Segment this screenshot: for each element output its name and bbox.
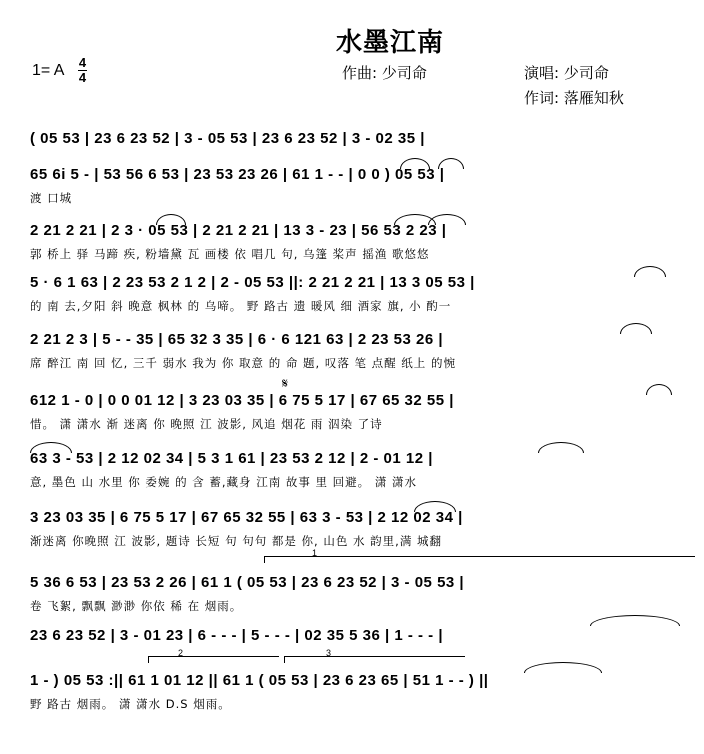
- lyrics-line: 意, 墨色 山 水里 你 委婉 的 含 蓄,藏身 江南 故事 里 回避。 潇 潇水: [30, 475, 417, 489]
- volta-bracket-3: [284, 656, 465, 663]
- notation-line: 63 3 - 53 | 2 12 02 34 | 5 3 1 61 | 23 53 2 12 | 2 - 01 12 |: [30, 450, 433, 467]
- notation-line: 5 · 6 1 63 | 2 23 53 2 1 2 | 2 - 05 53 ||: 2 21 2 21 | 13 3 05 53 |: [30, 274, 475, 291]
- lyrics-line: 席 醉江 南 回 忆, 三千 弱水 我为 你 取意 的 命 题, 叹落 笔 点醒 纸上 的惋: [30, 356, 456, 370]
- lyricist-label: 作词:: [524, 89, 560, 107]
- volta-number: 3: [326, 648, 332, 658]
- meter-top: 4: [78, 55, 87, 70]
- singer-credit: [524, 62, 609, 83]
- volta-bracket-1: [264, 556, 695, 563]
- lyricist-name: 落雁知秋: [563, 89, 624, 107]
- volta-number: 2: [178, 648, 184, 658]
- tie-mark: [414, 501, 456, 512]
- composer-label: 作曲:: [342, 64, 378, 82]
- tie-mark: [646, 384, 672, 395]
- time-signature: [78, 57, 87, 84]
- tie-mark: [428, 214, 466, 225]
- notation-line: ( 05 53 | 23 6 23 52 | 3 - 05 53 | 23 6 23 52 | 3 - 02 35 |: [30, 130, 425, 147]
- lyrics-line: 惜。 潇 潇水 渐 迷离 你 晚照 江 波影, 风追 烟花 雨 泅染 了诗: [30, 417, 383, 431]
- notation-line: 65 6i 5 - | 53 56 6 53 | 23 53 23 26 | 61 1 - - | 0 0 ) 05 53 |: [30, 166, 445, 183]
- tie-mark: [590, 615, 680, 626]
- tie-mark: [620, 323, 652, 334]
- page-title: 水墨江南: [335, 28, 444, 58]
- tie-mark: [538, 442, 584, 453]
- volta-number: 1: [312, 548, 318, 558]
- notation-line: 612 1 - 0 | 0 0 01 12 | 3 23 03 35 | 6 75 5 17 | 67 65 32 55 |: [30, 392, 454, 409]
- lyricist-credit: [524, 87, 624, 108]
- notation-line: 5 36 6 53 | 23 53 2 26 | 61 1 ( 05 53 | 23 6 23 52 | 3 - 05 53 |: [30, 574, 465, 591]
- notation-line: 1 - ) 05 53 :|| 61 1 01 12 || 61 1 ( 05 53 | 23 6 23 65 | 51 1 - - ) ||: [30, 672, 489, 689]
- tie-mark: [156, 214, 186, 225]
- notation-line: 2 21 2 21 | 2 3 · 05 53 | 2 21 2 21 | 13 3 - 23 | 56 53 2 23 |: [30, 222, 447, 239]
- tie-mark: [634, 266, 666, 277]
- lyrics-line: 卷 飞絮, 飘飘 渺渺 你依 稀 在 烟雨。: [30, 599, 243, 613]
- segno-sign: 𝄋: [282, 376, 289, 392]
- singer-label: 演唱:: [524, 64, 560, 82]
- composer-name: 少司命: [381, 64, 427, 82]
- notation-line: 2 21 2 3 | 5 - - 35 | 65 32 3 35 | 6 · 6 121 63 | 2 23 53 26 |: [30, 331, 444, 348]
- meter-bottom: 4: [78, 70, 87, 85]
- lyrics-line: 渐迷离 你晚照 江 波影, 题诗 长短 句 句句 都是 你, 山色 水 韵里,满 城翻: [30, 534, 442, 548]
- singer-name: 少司命: [563, 64, 609, 82]
- volta-bracket-2: [148, 656, 279, 663]
- tie-mark: [30, 442, 72, 453]
- lyrics-line: 野 路古 烟雨。 潇 潇水 D.S 烟雨。: [30, 697, 231, 711]
- lyrics-line: 郭 桥上 驿 马蹄 疾, 粉墙黛 瓦 画楼 依 唱几 句, 乌篷 桨声 摇渔 歌悠悠: [30, 247, 430, 261]
- notation-line: 23 6 23 52 | 3 - 01 23 | 6 - - - | 5 - - - | 02 35 5 36 | 1 - - - |: [30, 627, 444, 644]
- key-signature: 1= A: [32, 62, 65, 79]
- composer-credit: [342, 62, 427, 83]
- lyrics-line: 的 南 去,夕阳 斜 晚意 枫林 的 乌啼。 野 路古 遗 暖风 细 酒家 旗, 小 酌一: [30, 299, 452, 313]
- notation-line: 3 23 03 35 | 6 75 5 17 | 67 65 32 55 | 63 3 - 53 | 2 12 02 34 |: [30, 509, 463, 526]
- lyrics-line: 渡 口城: [30, 191, 73, 205]
